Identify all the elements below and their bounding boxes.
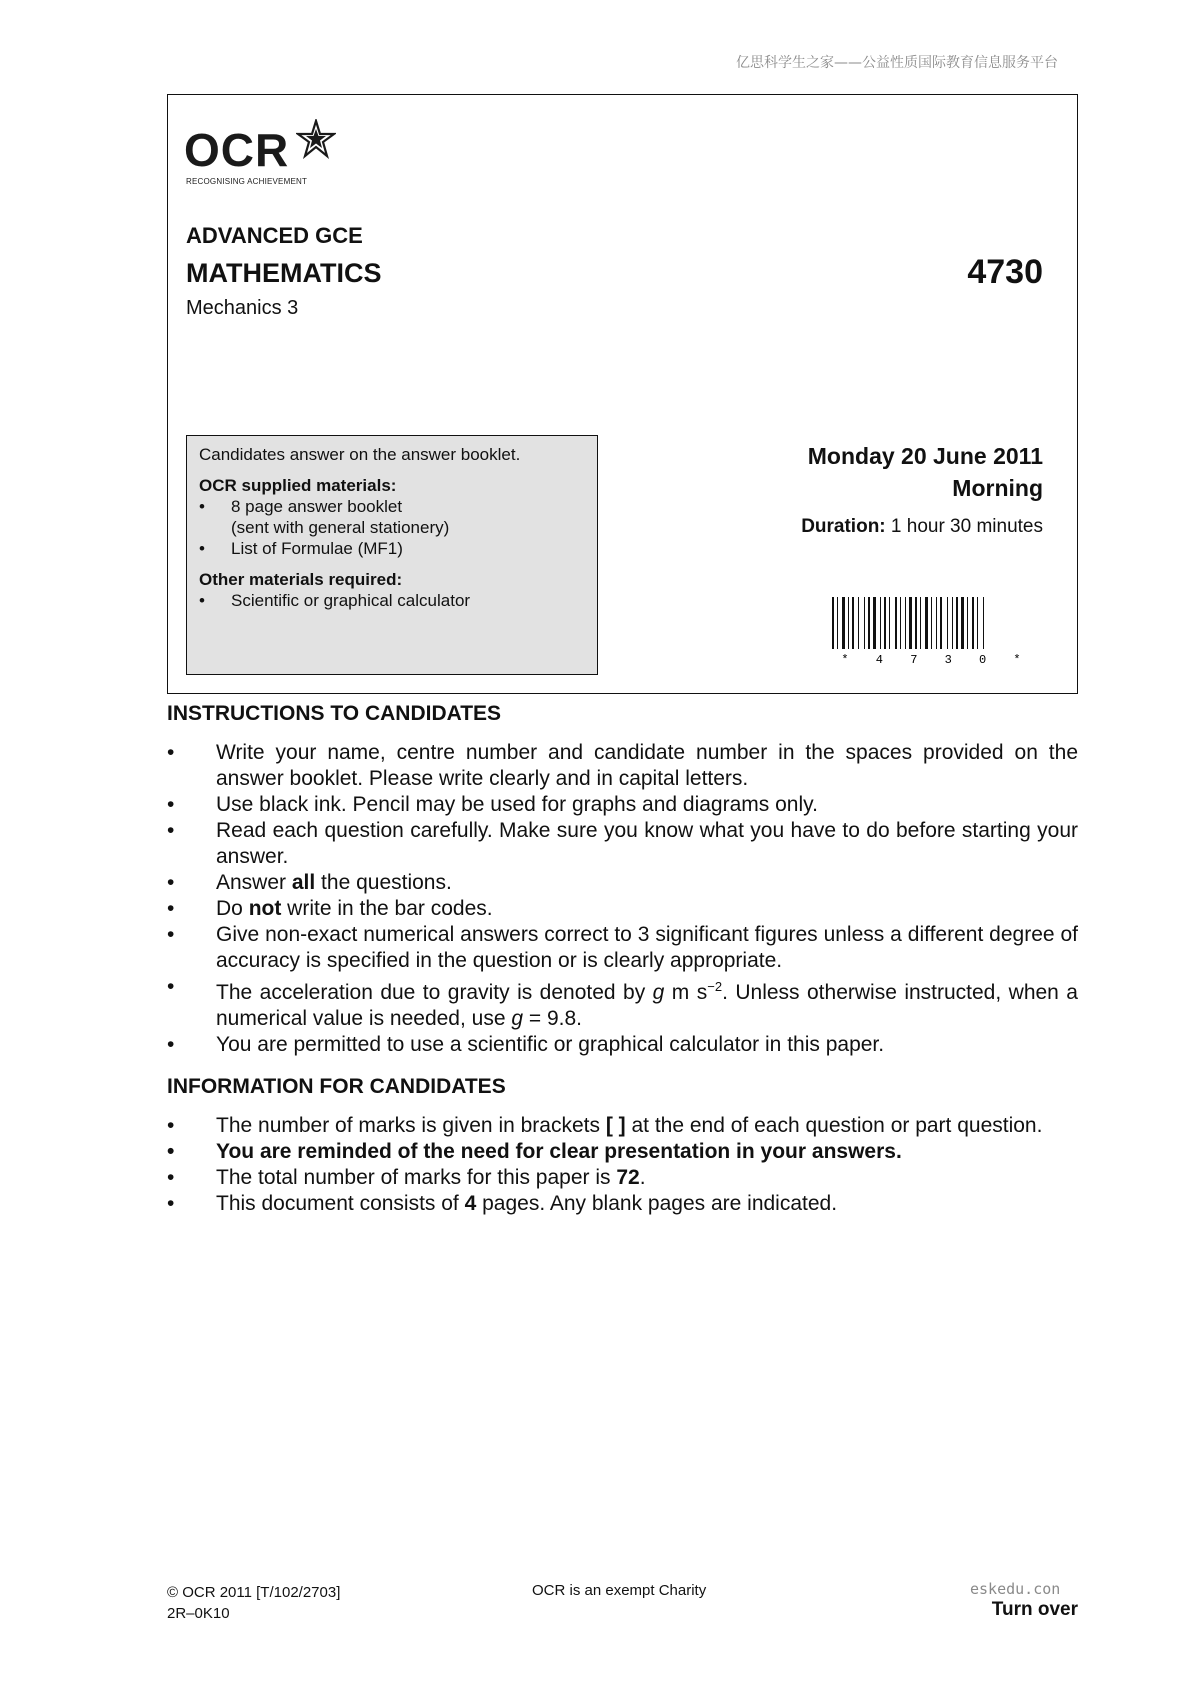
barcode-text: * 4 7 3 0 *: [841, 653, 1031, 665]
star-icon: [296, 119, 336, 159]
instructions-list: [167, 740, 1078, 1058]
qualification: ADVANCED GCE: [186, 223, 363, 248]
list-item: • Give non-exact numerical answers correct to 3 significant figures unless a different degree of accuracy is specified in the question or is clearly appropriate.: [167, 922, 1078, 974]
watermark-top: 亿思科学生之家——公益性质国际教育信息服务平台: [736, 55, 1058, 71]
footer-left: [167, 1582, 340, 1624]
barcode: [828, 595, 1044, 665]
unit-name: Mechanics 3: [186, 297, 299, 319]
instructions-title: INSTRUCTIONS TO CANDIDATES: [167, 702, 502, 725]
list-item: • Scientific or graphical calculator: [199, 590, 585, 611]
supplied-list: [199, 496, 585, 559]
exam-session: Morning: [952, 475, 1043, 501]
charity-note: OCR is an exempt Charity: [532, 1582, 707, 1599]
paper-ref: 2R–0K10: [167, 1605, 230, 1622]
information-title: INFORMATION FOR CANDIDATES: [167, 1075, 506, 1098]
list-item: • The total number of marks for this paper is 72.: [167, 1165, 1078, 1191]
copyright: © OCR 2011 [T/102/2703]: [167, 1584, 341, 1601]
ocr-logo: [184, 117, 344, 187]
other-list: [199, 590, 585, 611]
logo-tagline: RECOGNISING ACHIEVEMENT: [186, 177, 308, 186]
materials-box: [186, 435, 598, 675]
turn-over: Turn over: [991, 1599, 1078, 1620]
logo-word: OCR: [184, 124, 290, 176]
information-list: [167, 1113, 1078, 1217]
list-item: • List of Formulae (MF1): [199, 538, 585, 559]
exam-date: Monday 20 June 2011: [807, 443, 1043, 469]
list-item: • 8 page answer booklet (sent with general stationery): [199, 496, 585, 538]
watermark-bottom: eskedu.con: [970, 1580, 1061, 1598]
list-item: • Write your name, centre number and candidate number in the spaces provided on the answer booklet. Please write clearly and in capital letters.: [167, 740, 1078, 792]
cover-box: [167, 94, 1078, 694]
list-item: • You are reminded of the need for clear presentation in your answers.: [167, 1139, 1078, 1165]
materials-intro: Candidates answer on the answer booklet.: [199, 445, 521, 464]
supplied-heading: OCR supplied materials:: [199, 476, 397, 495]
list-item: • You are permitted to use a scientific or graphical calculator in this paper.: [167, 1032, 1078, 1058]
subject-title: MATHEMATICS: [186, 258, 382, 288]
other-heading: Other materials required:: [199, 570, 403, 589]
list-item: • Do not write in the bar codes.: [167, 896, 1078, 922]
list-item: • Use black ink. Pencil may be used for graphs and diagrams only.: [167, 792, 1078, 818]
exam-duration: Duration: 1 hour 30 minutes: [801, 516, 1043, 537]
list-item: • Answer all the questions.: [167, 870, 1078, 896]
list-item: • This document consists of 4 pages. Any blank pages are indicated.: [167, 1191, 1078, 1217]
date-block: [801, 440, 1043, 538]
paper-code: 4730: [967, 253, 1043, 291]
list-item: • The acceleration due to gravity is denoted by g m $s^{-2}$. Unless otherwise instructed, when a numerical value is needed, use g = 9.8.: [167, 974, 1078, 1032]
list-item: • Read each question carefully. Make sure you know what you have to do before starting your answer.: [167, 818, 1078, 870]
list-item: • The number of marks is given in brackets [ ] at the end of each question or part question.: [167, 1113, 1078, 1139]
